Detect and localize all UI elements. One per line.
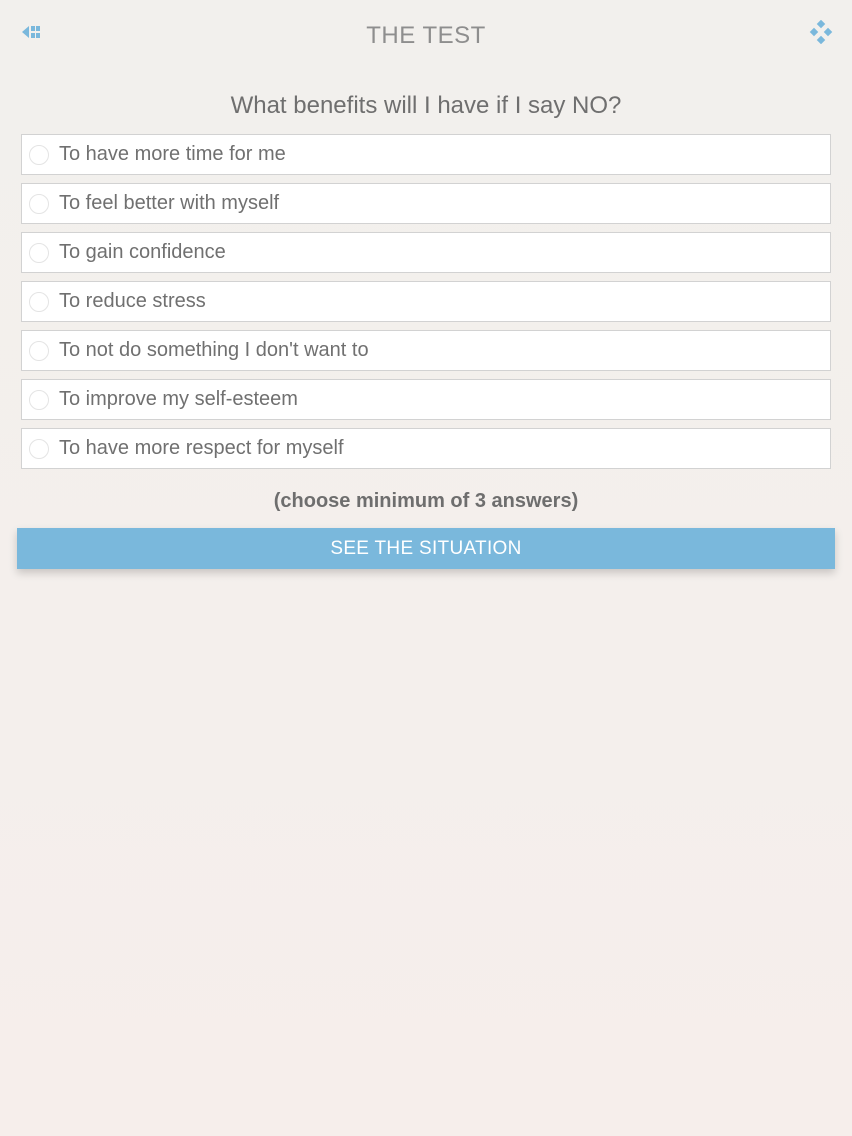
- diamond-grid-icon: [809, 20, 833, 44]
- radio-button[interactable]: [29, 194, 49, 214]
- option-label: To not do something I don't want to: [59, 339, 369, 361]
- option-feel-better[interactable]: [21, 183, 831, 224]
- option-more-time[interactable]: [21, 134, 831, 175]
- radio-button[interactable]: [29, 145, 49, 165]
- page-title: THE TEST: [366, 22, 486, 49]
- option-more-respect[interactable]: [21, 428, 831, 469]
- options-list: [21, 134, 831, 477]
- option-gain-confidence[interactable]: [21, 232, 831, 273]
- radio-button[interactable]: [29, 292, 49, 312]
- option-not-do-unwanted[interactable]: [21, 330, 831, 371]
- option-label: To reduce stress: [59, 290, 206, 312]
- radio-button[interactable]: [29, 439, 49, 459]
- option-label: To have more respect for myself: [59, 437, 344, 459]
- option-label: To have more time for me: [59, 143, 286, 165]
- header: [0, 0, 852, 70]
- question-text: What benefits will I have if I say NO?: [230, 92, 622, 119]
- radio-button[interactable]: [29, 243, 49, 263]
- option-label: To feel better with myself: [59, 192, 280, 214]
- option-improve-self-esteem[interactable]: [21, 379, 831, 420]
- option-label: To gain confidence: [59, 241, 226, 263]
- radio-button[interactable]: [29, 341, 49, 361]
- menu-button[interactable]: [808, 19, 834, 45]
- selection-hint: (choose minimum of 3 answers): [273, 490, 579, 512]
- option-reduce-stress[interactable]: [21, 281, 831, 322]
- option-label: To improve my self-esteem: [59, 388, 298, 410]
- radio-button[interactable]: [29, 390, 49, 410]
- see-situation-button[interactable]: SEE THE SITUATION: [17, 528, 835, 569]
